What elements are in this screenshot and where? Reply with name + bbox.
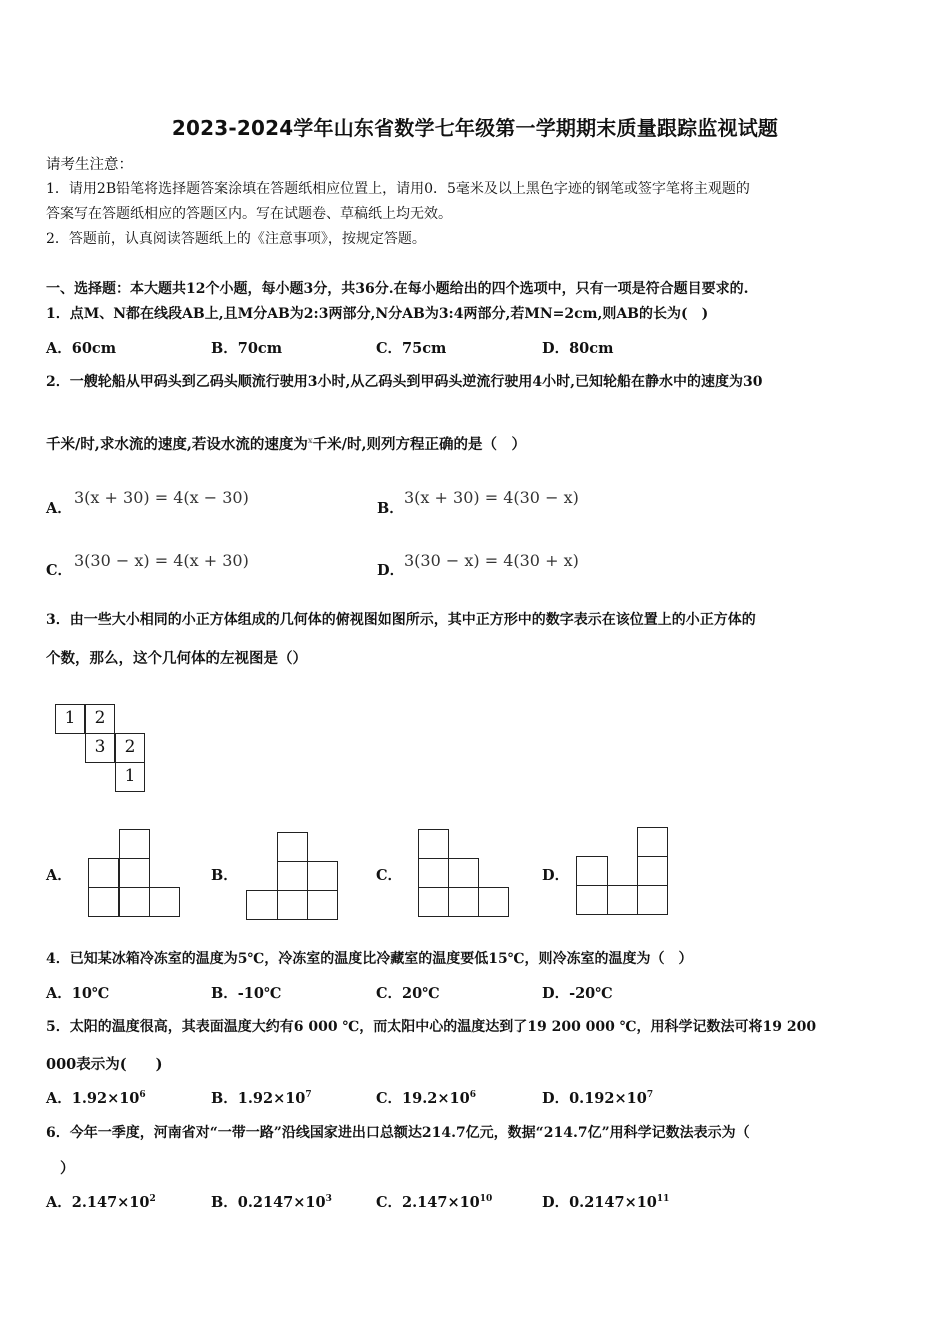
question-1-stem: 1．点M、N都在线段AB上,且M分AB为2:3两部分,N分AB为3:4两部分,若MN=2cm,则AB的长为( ) xyxy=(46,306,709,322)
question-2-stem-1: 2．一艘轮船从甲码头到乙码头顺流行驶用3小时,从乙码头到甲码头逆流行驶用4小时,已知轮船在静水中的速度为30 xyxy=(46,374,763,390)
q1-option-c: C．75cm xyxy=(376,340,447,357)
q1-option-d: D．80cm xyxy=(542,340,614,357)
q5-option-b-exponent: 7 xyxy=(305,1090,312,1101)
q6-option-d-text: D．0.2147×10 xyxy=(542,1194,657,1211)
question-5-stem-2: 000表示为( ) xyxy=(46,1056,163,1073)
figure-square xyxy=(149,887,180,917)
q6-option-b xyxy=(211,1191,332,1212)
q4-option-a: A．10℃ xyxy=(46,985,110,1002)
q3-option-c-label: C． xyxy=(376,867,403,884)
figure-square xyxy=(478,887,509,917)
figure-square xyxy=(277,832,308,862)
notice-line-2: 2．答题前，认真阅读答题纸上的《注意事项》，按规定答题。 xyxy=(46,231,426,247)
q6-option-a-text: A．2.147×10 xyxy=(46,1194,150,1211)
question-6-stem-2: ） xyxy=(60,1160,75,1177)
question-2-stem-2 xyxy=(46,433,526,454)
q5-option-a xyxy=(46,1087,146,1108)
figure-square xyxy=(607,885,638,915)
figure-square xyxy=(119,858,150,888)
q3-option-b-label: B． xyxy=(211,867,238,884)
q1-option-a: A．60cm xyxy=(46,340,117,357)
figure-square xyxy=(307,861,338,891)
q2-stem-2a: 千米/时,求水流的速度,若设水流的速度为 xyxy=(46,436,308,453)
q6-option-d xyxy=(542,1191,669,1212)
q2-option-a-label: A． xyxy=(46,500,72,517)
figure-square xyxy=(637,885,668,915)
q3-option-d-label: D． xyxy=(542,867,570,884)
q5-option-a-text: A．1.92×10 xyxy=(46,1090,140,1107)
q2-option-b-equation: 3(x + 30) = 4(30 − x) xyxy=(404,488,579,507)
section-heading: 一、选择题：本大题共12个小题，每小题3分，共36分.在每小题给出的四个选项中，只有一项是符合题目要求的. xyxy=(46,281,749,297)
figure-square xyxy=(119,887,150,917)
q5-option-a-exponent: 6 xyxy=(139,1090,146,1101)
q6-option-a-exponent: 2 xyxy=(149,1194,156,1205)
grid-cell-1: 1 xyxy=(55,704,85,734)
q5-option-d-exponent: 7 xyxy=(646,1090,654,1101)
q6-option-c-text: C．2.147×10 xyxy=(376,1194,480,1211)
figure-square xyxy=(418,858,449,888)
q5-option-b-text: B．1.92×10 xyxy=(211,1090,306,1107)
figure-square xyxy=(119,829,150,859)
grid-cell-4: 2 xyxy=(115,733,145,763)
q1-option-b: B．70cm xyxy=(211,340,283,357)
q5-option-d-text: D．0.192×10 xyxy=(542,1090,647,1107)
figure-square xyxy=(576,885,608,915)
figure-square xyxy=(88,858,119,888)
q4-option-b: B．-10℃ xyxy=(211,985,282,1002)
q6-option-b-text: B．0.2147×10 xyxy=(211,1194,326,1211)
q2-option-d-label: D． xyxy=(377,562,405,579)
figure-square xyxy=(418,829,449,859)
q3-option-a-label: A． xyxy=(46,867,72,884)
q6-option-b-exponent: 3 xyxy=(325,1194,332,1205)
notice-line-1a: 1．请用2B铅笔将选择题答案涂填在答题纸相应位置上，请用0．5毫米及以上黑色字迹的钢笔或签字笔将主观题的 xyxy=(46,181,750,197)
notice-heading: 请考生注意： xyxy=(46,157,133,173)
figure-square xyxy=(448,858,479,888)
question-6-stem-1: 6．今年一季度，河南省对“一带一路”沿线国家进出口总额达214.7亿元，数据“214.7亿”用科学记数法表示为（ xyxy=(46,1125,750,1141)
q2-option-a-equation: 3(x + 30) = 4(x − 30) xyxy=(74,488,249,507)
figure-square xyxy=(637,856,668,886)
q5-option-c-text: C．19.2×10 xyxy=(376,1090,470,1107)
figure-square xyxy=(448,887,479,917)
q4-option-c: C．20℃ xyxy=(376,985,440,1002)
grid-cell-2: 2 xyxy=(85,704,115,734)
q5-option-b xyxy=(211,1087,312,1108)
q2-option-b-label: B． xyxy=(377,500,404,517)
figure-square xyxy=(246,890,278,920)
q5-option-c-exponent: 6 xyxy=(469,1090,476,1101)
figure-square xyxy=(637,827,668,857)
q6-option-d-exponent: 11 xyxy=(656,1194,670,1205)
figure-square xyxy=(277,890,308,920)
question-4-stem: 4．已知某冰箱冷冻室的温度为5℃，冷冻室的温度比冷藏室的温度要低15℃，则冷冻室的温度为（ ） xyxy=(46,951,693,967)
figure-square xyxy=(307,890,338,920)
q6-option-c-exponent: 10 xyxy=(479,1194,493,1205)
q2-option-d-equation: 3(30 − x) = 4(30 + x) xyxy=(404,551,579,570)
figure-square xyxy=(277,861,308,891)
q5-option-d xyxy=(542,1087,653,1108)
q2-variable: x xyxy=(307,435,313,446)
figure-square xyxy=(576,856,608,886)
question-3-stem-1: 3．由一些大小相同的小正方体组成的几何体的俯视图如图所示，其中正方形中的数字表示在该位置上的小正方体的 xyxy=(46,612,756,628)
question-5-stem-1: 5．太阳的温度很高，其表面温度大约有6 000 ℃，而太阳中心的温度达到了19 200 000 ℃，用科学记数法可将19 200 xyxy=(46,1019,817,1035)
page-title: 2023-2024学年山东省数学七年级第一学期期末质量跟踪监视试题 xyxy=(171,116,779,140)
grid-cell-5: 1 xyxy=(115,762,145,792)
q2-option-c-label: C． xyxy=(46,562,73,579)
q4-option-d: D．-20℃ xyxy=(542,985,613,1002)
figure-square xyxy=(88,887,119,917)
figure-square xyxy=(418,887,449,917)
q6-option-a xyxy=(46,1191,156,1212)
q6-option-c xyxy=(376,1191,492,1212)
question-3-stem-2: 个数，那么，这个几何体的左视图是（） xyxy=(46,650,307,667)
q2-stem-2b: 千米/时,则列方程正确的是（ ） xyxy=(312,436,527,453)
grid-cell-3: 3 xyxy=(85,733,115,763)
q5-option-c xyxy=(376,1087,476,1108)
notice-line-1b: 答案写在答题纸相应的答题区内。写在试题卷、草稿纸上均无效。 xyxy=(46,206,452,222)
q2-option-c-equation: 3(30 − x) = 4(x + 30) xyxy=(74,551,249,570)
